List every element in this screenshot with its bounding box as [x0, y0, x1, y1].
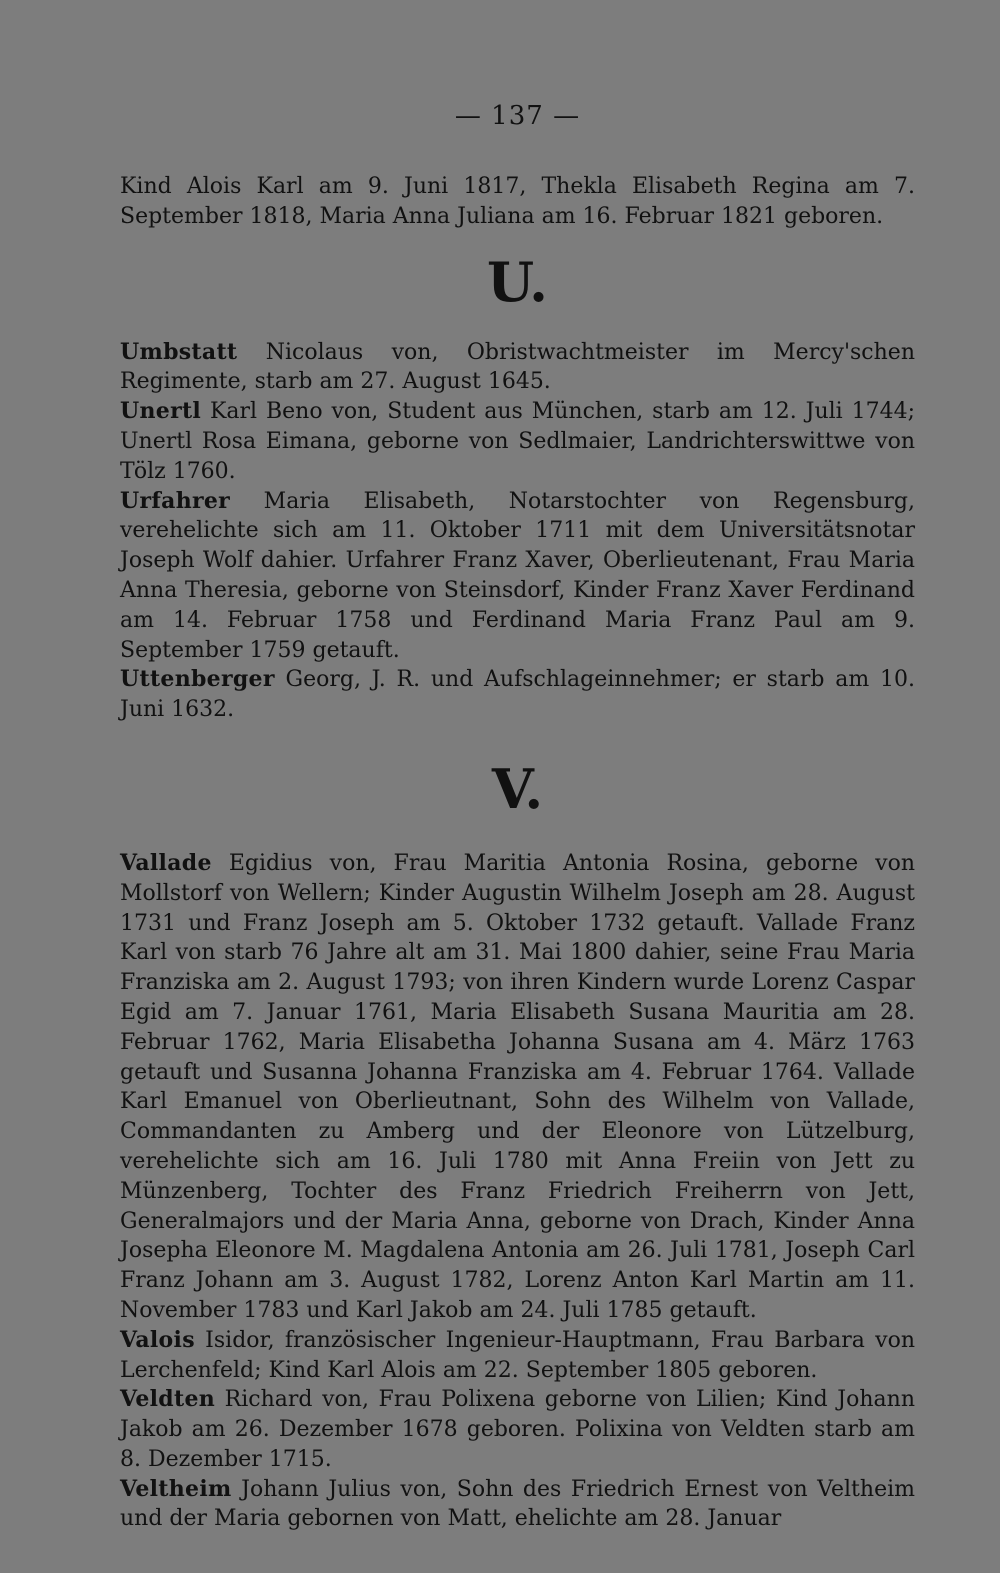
entry-vallade — [120, 849, 915, 1326]
entry-text: Egidius von, Frau Maritia Antonia Rosina, geborne von Mollstorf von Wellern; Kinder Augustin Wilhelm Joseph am 28. August 1731 und Franz Joseph am 5. Oktober 1732 getauft. Vallade Franz Karl von starb 76 Jahre alt am 31. Mai 1800 dahier, seine Frau Maria Franziska am 2. August 1793; von ihren Kindern wurde Lorenz Caspar Egid am 7. Januar 1761, Maria Elisabeth Susana Mauritia am 28. Februar 1762, Maria Elisabetha Johanna Susana am 4. März 1763 getauft und Susanna Johanna Franziska am 4. Februar 1764. Vallade Karl Emanuel von Oberlieutnant, Sohn des Wilhelm von Vallade, Commandanten zu Amberg und der Eleonore von Lützelburg, verehelichte sich am 16. Juli 1780 mit Anna Freiin von Jett zu Münzenberg, Tochter des Franz Friedrich Freiherrn von Jett, Generalmajors und der Maria Anna, geborne von Drach, Kinder Anna Josepha Eleonore M. Magdalena Antonia am 26. Juli 1781, Joseph Carl Franz Johann am 3. August 1782, Lorenz Anton Karl Martin am 11. November 1783 und Karl Jakob am 24. Juli 1785 getauft. — [120, 850, 915, 1323]
section-heading-v: V. — [491, 756, 544, 821]
entry-headword: Urfahrer — [120, 487, 231, 514]
entry-uttenberger — [120, 665, 915, 725]
entry-urfahrer — [120, 487, 915, 666]
entry-text: Johann Julius von, Sohn des Friedrich Ernest von Veltheim und der Maria gebornen von Matt, ehelichte am 28. Januar — [120, 1476, 915, 1532]
entry-umbstatt — [120, 338, 915, 398]
entry-text: Georg, J. R. und Aufschlageinnehmer; er starb am 10. Juni 1632. — [120, 667, 915, 723]
book-page — [120, 100, 915, 1550]
page-number: — 137 — — [454, 101, 581, 131]
entry-text: Karl Beno von, Student aus München, starb am 12. Juli 1744; Unertl Rosa Eimana, geborne von Sedlmaier, Landrichterswittwe von Tölz 1760. — [120, 399, 915, 484]
entry-headword: Vallade — [120, 849, 212, 876]
entry-headword: Umbstatt — [120, 338, 238, 365]
entry-text: Isidor, französischer Ingenieur-Hauptmann, Frau Barbara von Lerchenfeld; Kind Karl Alois am 22. September 1805 geboren. — [120, 1327, 915, 1383]
entry-text: Nicolaus von, Obristwachtmeister im Mercy'schen Regimente, starb am 27. August 1645. — [120, 339, 915, 395]
entry-headword: Uttenberger — [120, 666, 275, 693]
entry-headword: Veltheim — [120, 1475, 232, 1502]
entry-veltheim — [120, 1475, 915, 1535]
section-heading-u: U. — [487, 249, 548, 314]
entry-headword: Valois — [120, 1326, 195, 1353]
entry-veldten — [120, 1385, 915, 1474]
intro-paragraph: Kind Alois Karl am 9. Juni 1817, Thekla Elisabeth Regina am 7. September 1818, Maria Anna Juliana am 16. Februar 1821 geboren. — [120, 174, 915, 229]
entry-headword: Unertl — [120, 398, 202, 425]
entry-unertl — [120, 397, 915, 486]
entry-text: Richard von, Frau Polixena geborne von Lilien; Kind Johann Jakob am 26. Dezember 1678 geboren. Polixina von Veldten starb am 8. Dezember 1715. — [120, 1387, 915, 1472]
entry-text: Maria Elisabeth, Notarstochter von Regensburg, verehelichte sich am 11. Oktober 1711 mit dem Universitätsnotar Joseph Wolf dahier. Urfahrer Franz Xaver, Oberlieutenant, Frau Maria Anna Theresia, geborne von Steinsdorf, Kinder Franz Xaver Ferdinand am 14. Februar 1758 und Ferdinand Maria Franz Paul am 9. September 1759 getauft. — [120, 488, 915, 663]
entry-valois — [120, 1326, 915, 1386]
entry-headword: Veldten — [120, 1386, 216, 1413]
